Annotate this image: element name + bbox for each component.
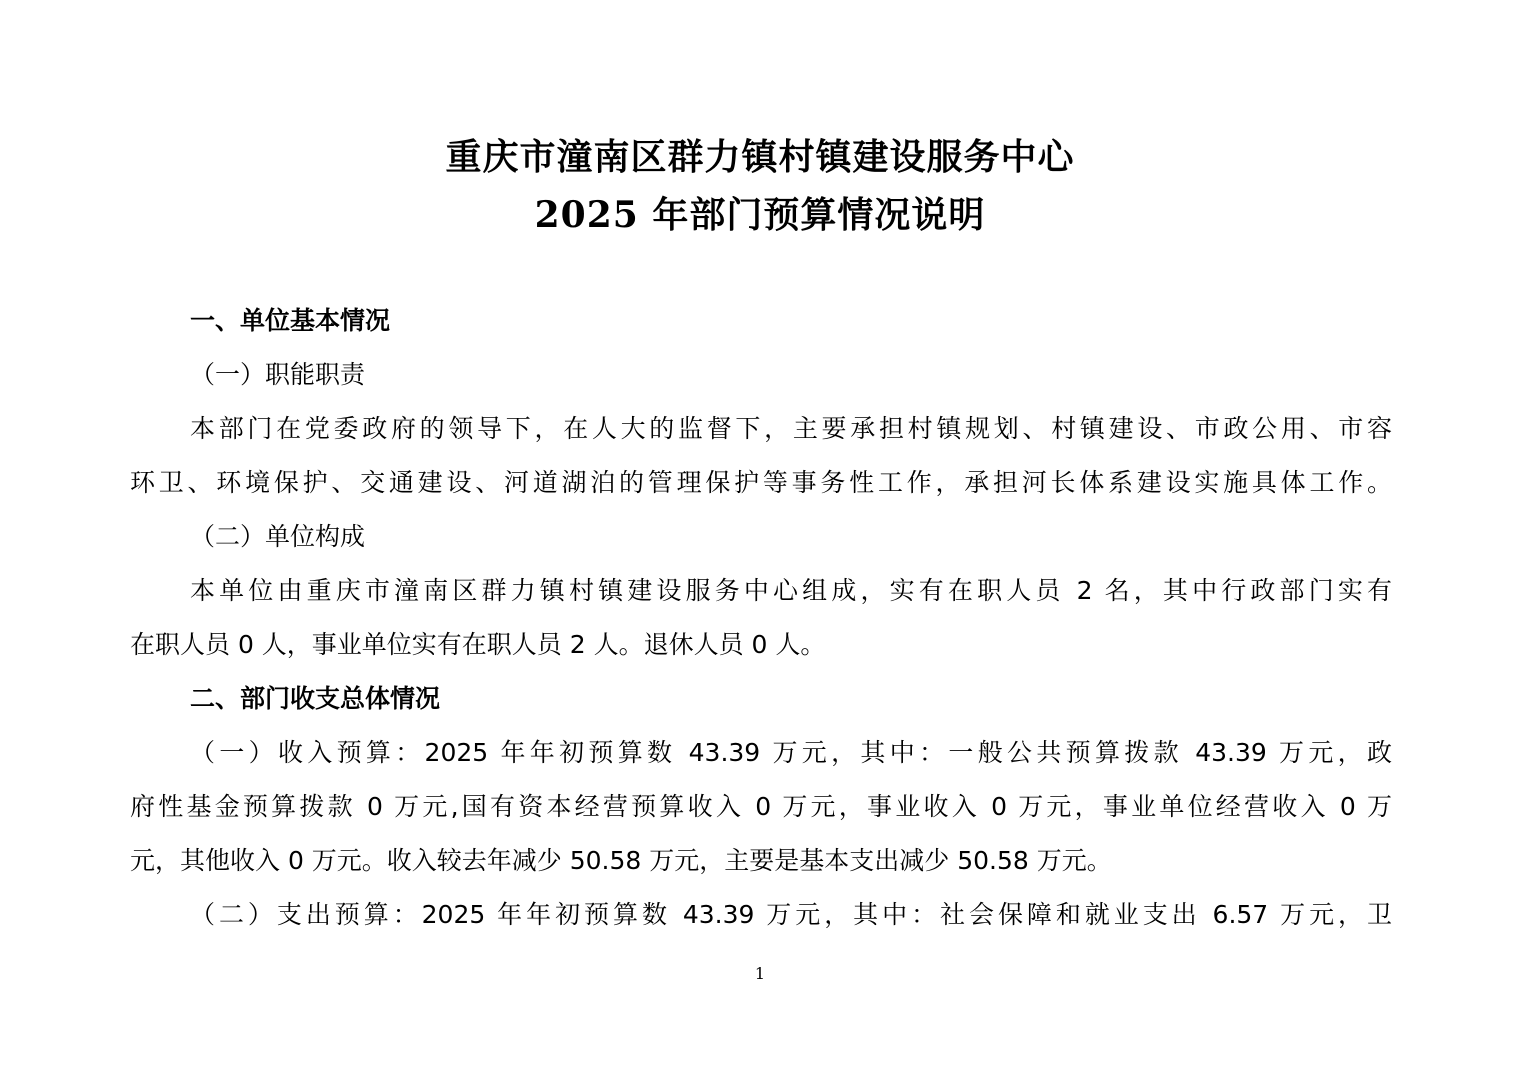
paragraph-functions-line-2: 环卫、环境保护、交通建设、河道湖泊的管理保护等事务性工作，承担河长体系建设实施具体工作。 xyxy=(130,468,1392,497)
paragraph-income-line-2: 府性基金预算拨款 0 万元,国有资本经营预算收入 0 万元，事业收入 0 万元，事业单位经营收入 0 万 xyxy=(130,792,1392,821)
paragraph-composition-line-2: 在职人员 0 人，事业单位实有在职人员 2 人。退休人员 0 人。 xyxy=(130,630,826,659)
page-number: 1 xyxy=(754,964,766,983)
title-line-1: 重庆市潼南区群力镇村镇建设服务中心 xyxy=(445,136,1075,178)
document-title xyxy=(0,128,1520,244)
subheading-composition: （二）单位构成 xyxy=(190,522,366,551)
subheading-functions: （一）职能职责 xyxy=(190,360,366,389)
paragraph-expenditure-line-1: （二）支出预算：2025 年年初预算数 43.39 万元，其中：社会保障和就业支出 6.57 万元，卫 xyxy=(190,900,1392,929)
paragraph-income-line-1: （一）收入预算：2025 年年初预算数 43.39 万元，其中：一般公共预算拨款 43.39 万元，政 xyxy=(190,738,1392,767)
paragraph-functions-line-1: 本部门在党委政府的领导下，在人大的监督下，主要承担村镇规划、村镇建设、市政公用、市容 xyxy=(190,414,1392,443)
document-body xyxy=(130,294,1392,942)
title-line-2: 2025 年部门预算情况说明 xyxy=(534,194,986,236)
paragraph-income-line-3: 元，其他收入 0 万元。收入较去年减少 50.58 万元，主要是基本支出减少 50.58 万元。 xyxy=(130,846,1112,875)
section-heading-budget-overview: 二、部门收支总体情况 xyxy=(190,684,441,713)
section-heading-unit-basics: 一、单位基本情况 xyxy=(190,306,391,335)
paragraph-composition-line-1: 本单位由重庆市潼南区群力镇村镇建设服务中心组成，实有在职人员 2 名，其中行政部门实有 xyxy=(190,576,1392,605)
